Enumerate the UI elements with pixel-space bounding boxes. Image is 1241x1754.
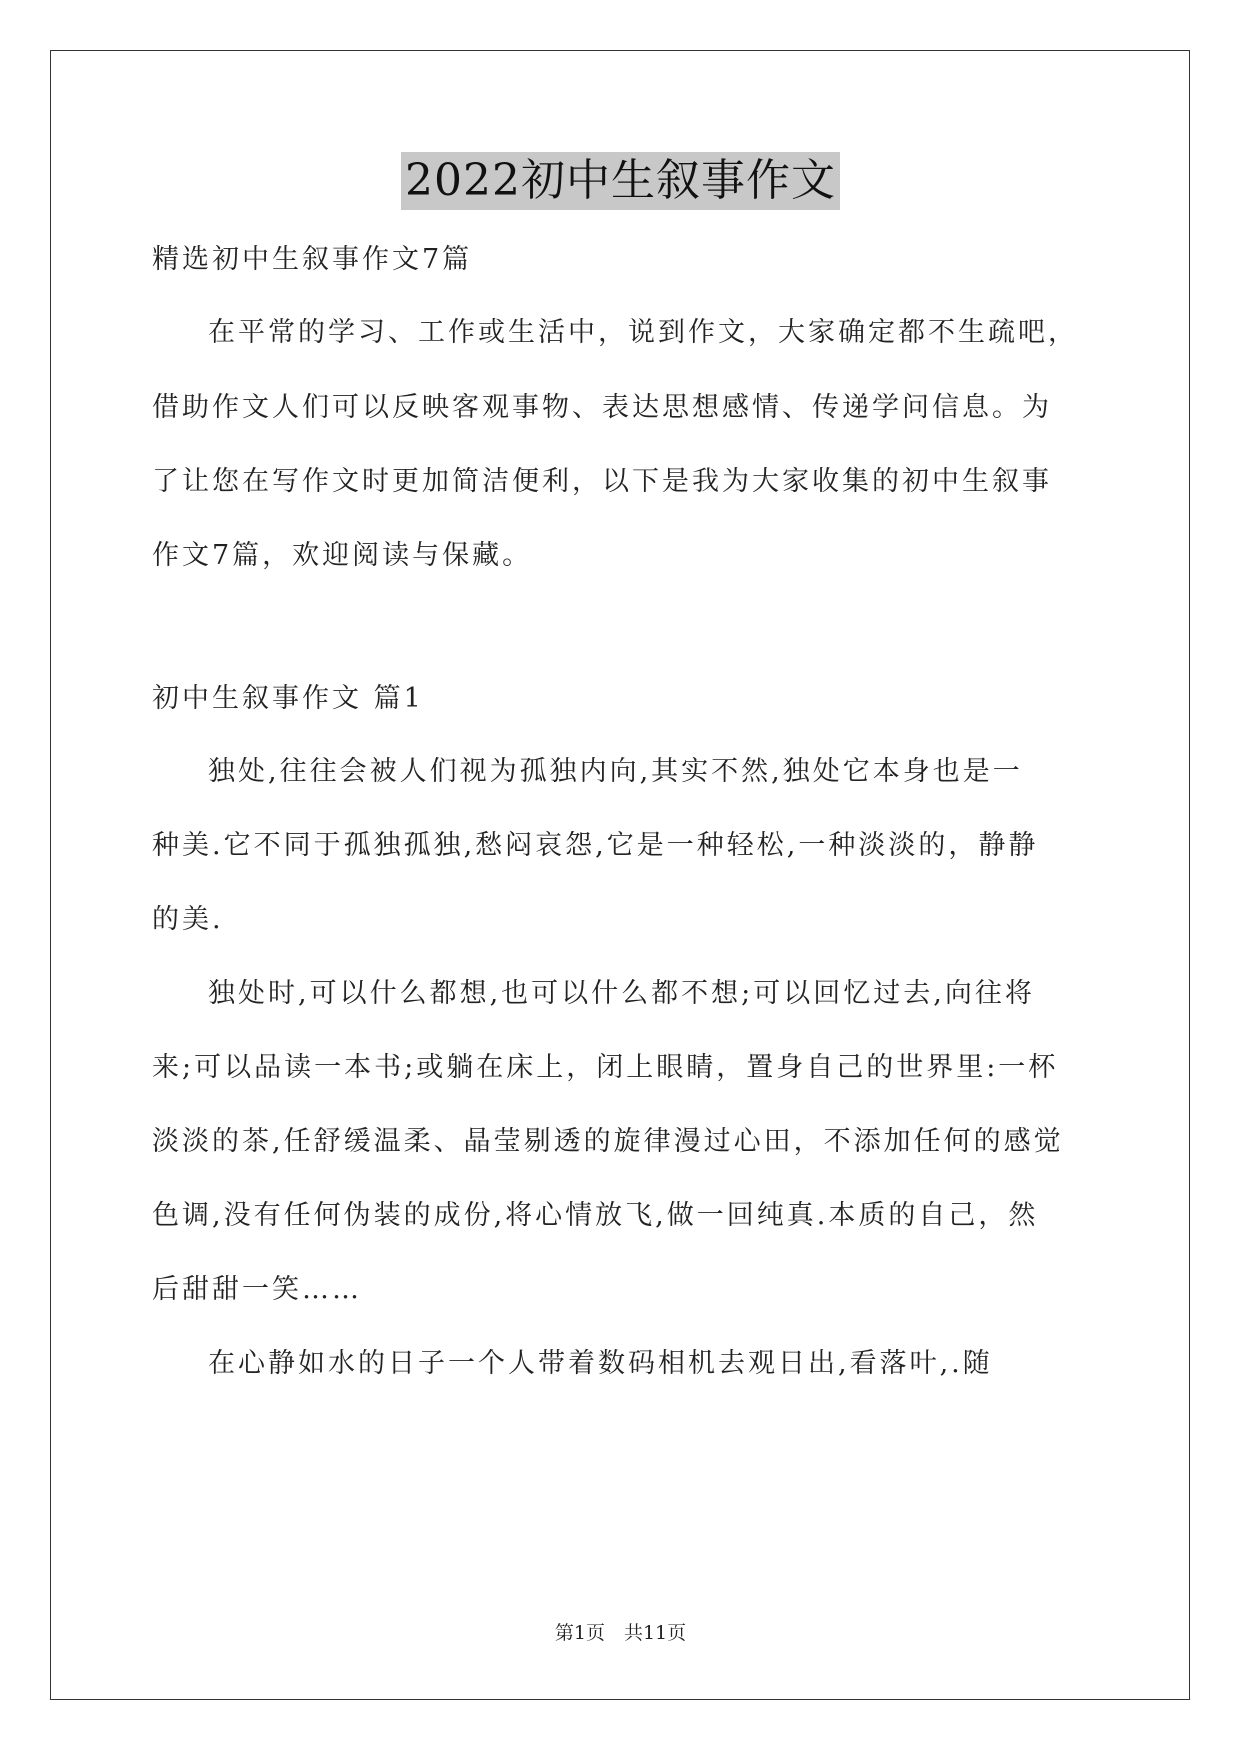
page-border bbox=[50, 50, 1190, 1700]
body-line: 后甜甜一笑…… bbox=[152, 1274, 362, 1305]
document-title: 2022初中生叙事作文 bbox=[401, 152, 840, 210]
body-line: 独处时,可以什么都想,也可以什么都不想;可以回忆过去,向往将 bbox=[208, 978, 1035, 1009]
intro-line: 借助作文人们可以反映客观事物、表达思想感情、传递学问信息。为 bbox=[152, 392, 1052, 423]
body-line: 来;可以品读一本书;或躺在床上，闭上眼睛，置身自己的世界里:一杯 bbox=[152, 1052, 1059, 1083]
intro-line: 作文7篇，欢迎阅读与保藏。 bbox=[152, 540, 533, 571]
body-line: 在心静如水的日子一个人带着数码相机去观日出,看落叶,.随 bbox=[208, 1348, 993, 1379]
body-line: 色调,没有任何伪装的成份,将心情放飞,做一回纯真.本质的自己，然 bbox=[152, 1200, 1039, 1231]
body-line: 种美.它不同于孤独孤独,愁闷哀怨,它是一种轻松,一种淡淡的，静静 bbox=[152, 830, 1039, 861]
page-footer: 第1页 共11页 bbox=[554, 1622, 687, 1644]
intro-line: 在平常的学习、工作或生活中，说到作文，大家确定都不生疏吧， bbox=[208, 317, 1078, 348]
body-line: 的美. bbox=[152, 904, 224, 935]
body-line: 淡淡的茶,任舒缓温柔、晶莹剔透的旋律漫过心田，不添加任何的感觉 bbox=[152, 1126, 1064, 1157]
body-line: 独处,往往会被人们视为孤独内向,其实不然,独处它本身也是一 bbox=[208, 756, 1023, 787]
intro-line: 了让您在写作文时更加简洁便利，以下是我为大家收集的初中生叙事 bbox=[152, 466, 1052, 497]
section-heading: 初中生叙事作文 篇1 bbox=[152, 683, 424, 714]
title-container bbox=[0, 152, 1241, 210]
document-subtitle: 精选初中生叙事作文7篇 bbox=[152, 244, 473, 275]
